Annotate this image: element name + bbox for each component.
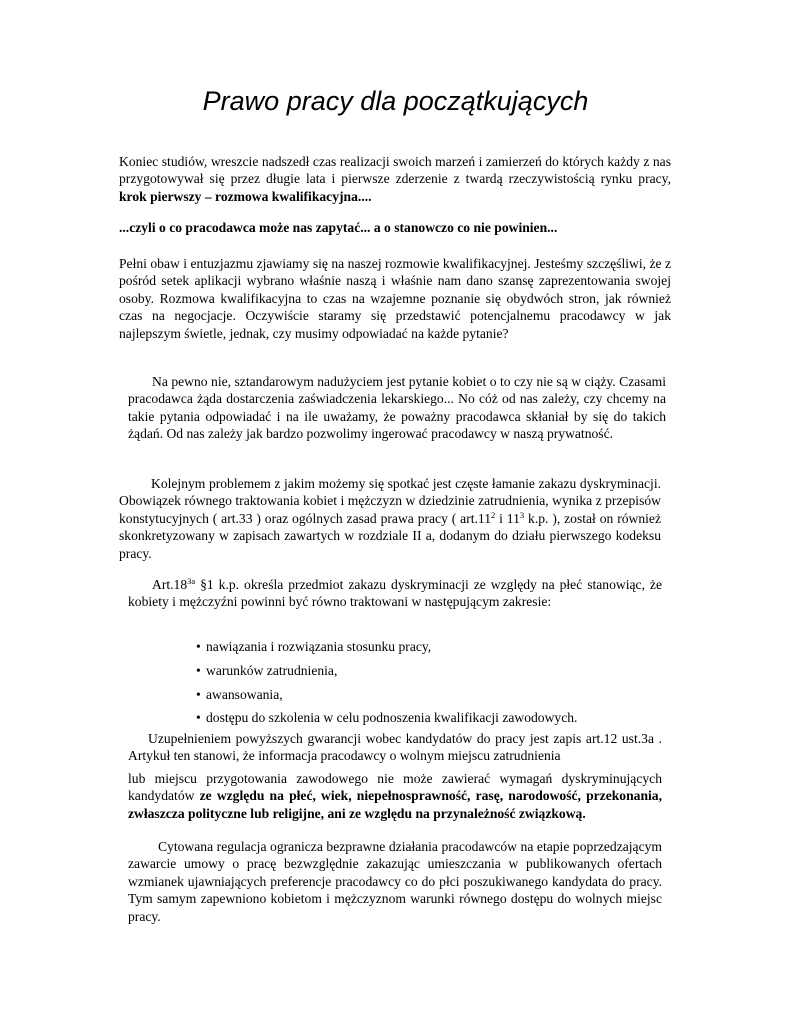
- bullet-list: [196, 638, 716, 733]
- paragraph-3-text-b: i 11: [495, 510, 520, 526]
- document-title: Prawo pracy dla początkujących: [202, 86, 589, 116]
- paragraph-1: Pełni obaw i entuzjazmu zjawiamy się na naszej rozmowie kwalifikacyjnej. Jesteśmy szczęśliwi, że z pośród setek aplikacji wybrano właśnie naszą i właśnie nam dano szansę zaprezentowania swojej osoby. Rozmowa kwalifikacyjna to czas na wzajemne poznanie się obydwóch stron, jak również czas na negocjacje. Oczywiście staramy się przedstawić potencjalnemu pracodawcy w jak najlepszym świetle, jednak, czy musimy odpowiadać na każde pytanie?: [119, 256, 671, 341]
- list-item-text: awansowania,: [206, 686, 283, 702]
- intro-paragraph: [119, 153, 671, 205]
- subheading: ...czyli o co pracodawca może nas zapytać... a o stanowczo co nie powinien...: [119, 220, 558, 235]
- bullet-icon: •: [196, 686, 201, 702]
- paragraph-6: [128, 770, 662, 822]
- superscript-2: 2: [491, 509, 496, 520]
- intro-text: Koniec studiów, wreszcie nadszedł czas realizacji swoich marzeń i zamierzeń do których każdy z nas przygotowywał się przez długie lata i pierwsze zderzenie z twardą rzeczywistością rynku pracy,: [119, 154, 671, 187]
- superscript-3: 3: [519, 509, 525, 520]
- list-item-text: warunków zatrudnienia,: [206, 662, 338, 678]
- bullet-icon: •: [196, 639, 201, 654]
- list-item: [196, 638, 716, 662]
- paragraph-4-text-b: §1 k.p. określa przedmiot zakazu dyskryminacji ze względy na płeć stanowiąc, że kobiety i mężczyźni powinni być równo traktowani w następującym zakresie:: [128, 577, 662, 610]
- paragraph-4: [128, 576, 662, 611]
- paragraph-3: [119, 475, 661, 562]
- bullet-icon: •: [196, 662, 201, 678]
- paragraph-3-text-c: k.p. ), został on również skonkretyzowany w zapisach zawartych w rozdziale II a, dodanym do działu pierwszego kodeksu pracy.: [119, 510, 661, 561]
- paragraph-5: Uzupełnieniem powyższych gwarancji wobec kandydatów do pracy jest zapis art.12 ust.3a . Artykuł ten stanowi, że informacja pracodawcy o wolnym miejscu zatrudnienia: [128, 731, 662, 764]
- paragraph-4-text-a: Art.18: [152, 577, 188, 592]
- bullet-icon: •: [196, 710, 201, 726]
- paragraph-6-bold-text: ze względu na płeć, wiek, niepełnosprawność, rasę, narodowość, przekonania, zwłaszcza polityczne lub religijne, ani ze względu na przynależność związkową.: [128, 788, 662, 821]
- list-item: [196, 686, 716, 710]
- list-item: [196, 662, 716, 686]
- paragraph-7: Cytowana regulacja ogranicza bezprawne działania pracodawców na etapie poprzedzającym zawarcie umowy o pracę bezwzględnie zakazując umieszczania w publikowanych ofertach wzmianek ujawniających preferencje pracodawcy co do płci poszukiwanego kandydata do pracy. Tym samym zapewniono kobietom i mężczyznom warunki równego dostępu do wolnych miejsc pracy.: [128, 839, 662, 924]
- paragraph-6-text: lub miejscu przygotowania zawodowego nie może zawierać wymagań dyskryminujących kandydatów: [128, 771, 662, 804]
- paragraph-2: Na pewno nie, sztandarowym nadużyciem jest pytanie kobiet o to czy nie są w ciąży. Czasami pracodawca żąda dostarczenia zaświadczenia lekarskiego... No cóż od nas zależy, czy chcemy na takie pytania odpowiadać i na ile uważamy, że poważny pracodawca skłaniał by się do takich żądań. Od nas zależy jak bardzo pozwolimy ingerować pracodawcy w naszą prywatność.: [128, 374, 666, 442]
- list-item-text: dostępu do szkolenia w celu podnoszenia kwalifikacji zawodowych.: [206, 710, 578, 726]
- list-item-text: nawiązania i rozwiązania stosunku pracy,: [206, 639, 432, 654]
- paragraph-3-text-a: Kolejnym problemem z jakim możemy się spotkać jest częste łamanie zakazu dyskryminacji. Obowiązek równego traktowania kobiet i mężczyzn w dziedzinie zatrudnienia, wynika z przepisów konstytucyjnych ( art.33 ) oraz ogólnych zasad prawa pracy ( art.11: [119, 476, 661, 526]
- superscript-3a: 3a: [187, 576, 196, 586]
- intro-bold-text: krok pierwszy – rozmowa kwalifikacyjna....: [119, 188, 372, 204]
